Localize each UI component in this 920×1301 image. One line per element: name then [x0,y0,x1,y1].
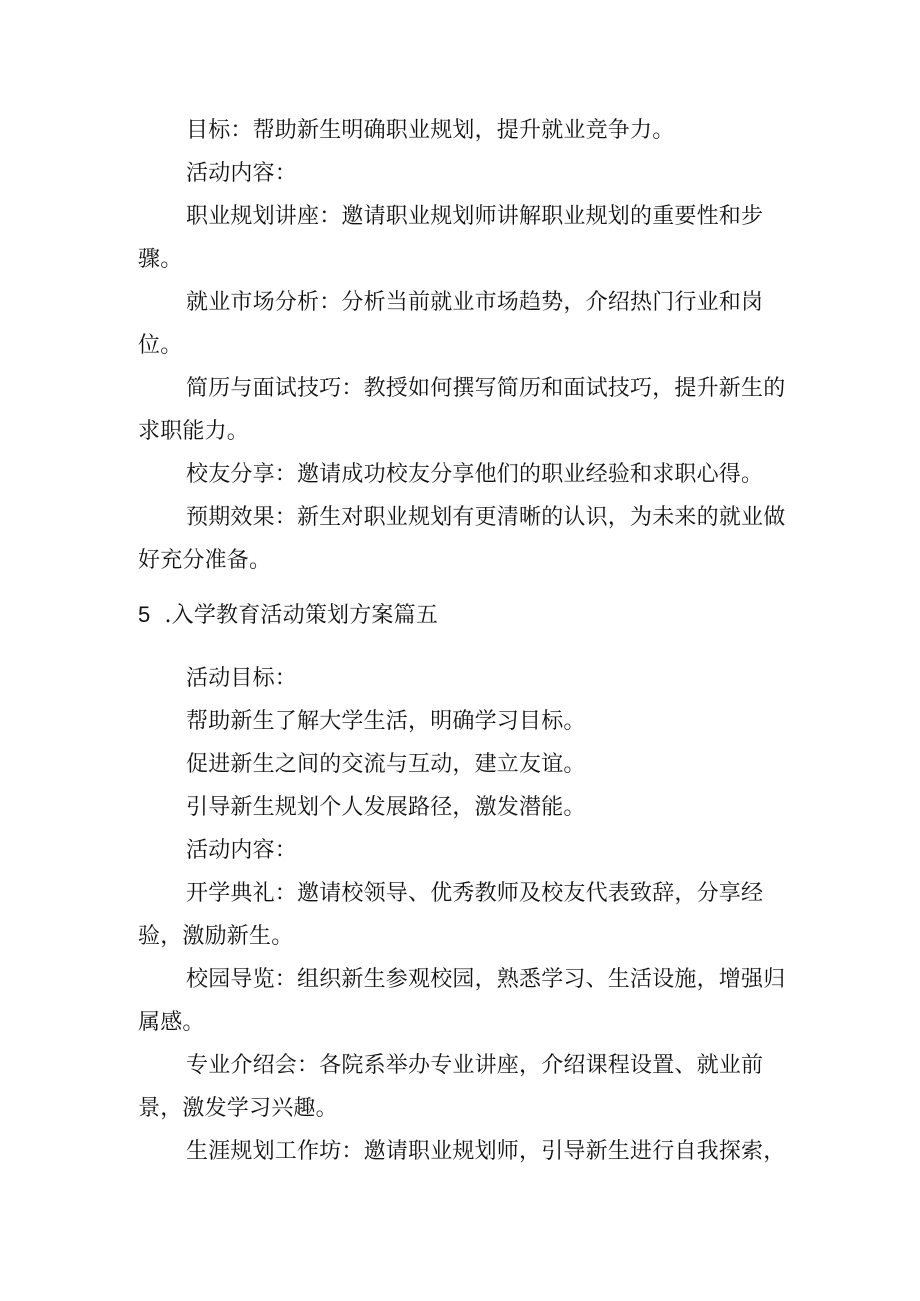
paragraph-expected-effect: 预期效果：新生对职业规划有更清晰的认识，为未来的就业做好充分准备。 [138,505,786,573]
heading-number: 5 [138,602,151,627]
paragraph-resume-interview: 简历与面试技巧：教授如何撰写简历和面试技巧，提升新生的求职能力。 [138,376,786,444]
paragraph-opening-ceremony: 开学典礼：邀请校领导、优秀教师及校友代表致辞，分享经验，激励新生。 [138,881,764,949]
section-career-planning [138,109,786,582]
section-orientation-plan [138,657,786,1173]
paragraph-objective-2: 促进新生之间的交流与互动，建立友谊。 [186,752,586,777]
paragraph-goal: 目标：帮助新生明确职业规划，提升就业竞争力。 [186,118,675,143]
paragraph-campus-tour: 校园导览：组织新生参观校园，熟悉学习、生活设施，增强归属感。 [138,967,786,1035]
paragraph-lecture: 职业规划讲座：邀请职业规划师讲解职业规划的重要性和步骤。 [138,204,764,272]
paragraph-content-label: 活动内容： [186,161,298,186]
section-heading [138,597,438,634]
paragraph-major-intro: 专业介绍会：各院系举办专业讲座，介绍课程设置、就业前景，激发学习兴趣。 [138,1053,764,1121]
paragraph-objective-1: 帮助新生了解大学生活，明确学习目标。 [186,709,586,734]
paragraph-market-analysis: 就业市场分析：分析当前就业市场趋势，介绍热门行业和岗位。 [138,290,764,358]
paragraph-career-workshop: 生涯规划工作坊：邀请职业规划师，引导新生进行自我探索， [186,1139,786,1164]
paragraph-objectives-label: 活动目标： [186,666,298,691]
paragraph-content-label-2: 活动内容： [186,838,298,863]
paragraph-alumni-sharing: 校友分享：邀请成功校友分享他们的职业经验和求职心得。 [186,462,764,487]
heading-text: .入学教育活动策划方案篇五 [164,603,439,628]
paragraph-objective-3: 引导新生规划个人发展路径，激发潜能。 [186,795,586,820]
